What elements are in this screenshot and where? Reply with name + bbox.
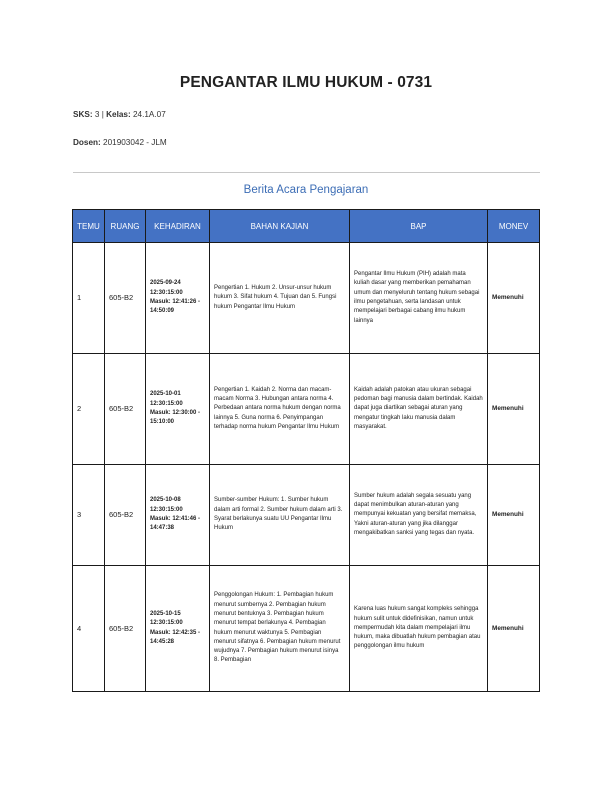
table-row [73, 243, 540, 354]
col-kehadiran: KEHADIRAN [146, 210, 210, 243]
cell-ruang: 605-B2 [105, 566, 146, 692]
table-row [73, 465, 540, 566]
table-row [73, 566, 540, 692]
cell-bap: Sumber hukum adalah segala sesuatu yang dapat menimbulkan aturan-aturan yang mempunyai kekuatan yang bersifat memaksa, Yakni aturan-aturan yang jika dilanggar mengakibatkan sanksi yang tegas dan nyata. [350, 465, 488, 566]
cell-kehadiran: 2025-10-15 12:30:15:00 Masuk: 12:42:35 - 14:45:28 [146, 566, 210, 692]
divider [73, 172, 540, 173]
dosen-label: Dosen: [73, 138, 101, 147]
course-meta [73, 110, 166, 119]
cell-temu: 3 [73, 465, 105, 566]
cell-temu: 1 [73, 243, 105, 354]
cell-ruang: 605-B2 [105, 243, 146, 354]
cell-bahan-kajian: Pengertian 1. Hukum 2. Unsur-unsur hukum hukum 3. Sifat hukum 4. Tujuan dan 5. Fungsi hukum Pengantar Ilmu Hukum [210, 243, 350, 354]
cell-bahan-kajian: Pengertian 1. Kaidah 2. Norma dan macam-macam Norma 3. Hubungan antara norma 4. Perbedaan antara norma hukum dengan norma lainnya 5. Guna norma 6. Penyimpangan terhadap norma hukum Pengantar Ilmu Hukum [210, 354, 350, 465]
dosen-value: 201903042 - JLM [103, 138, 167, 147]
cell-kehadiran: 2025-09-24 12:30:15:00 Masuk: 12:41:26 - 14:50:09 [146, 243, 210, 354]
kelas-label: Kelas: [106, 110, 131, 119]
kelas-value: 24.1A.07 [132, 110, 166, 119]
cell-bahan-kajian: Sumber-sumber Hukum: 1. Sumber hukum dalam arti formal 2. Sumber hukum dalam arti 3. Syarat berlakunya suatu UU Pengantar Ilmu Hukum [210, 465, 350, 566]
col-temu: TEMU [73, 210, 105, 243]
col-monev: MONEV [488, 210, 540, 243]
col-bap: BAP [350, 210, 488, 243]
meta-separator: | [101, 110, 104, 119]
sks-value: 3 [94, 110, 100, 119]
bap-table [72, 209, 540, 692]
section-title: Berita Acara Pengajaran [243, 184, 369, 196]
cell-ruang: 605-B2 [105, 465, 146, 566]
cell-temu: 2 [73, 354, 105, 465]
lecturer-meta [73, 138, 167, 147]
cell-monev: Memenuhi [488, 566, 540, 692]
cell-bap: Pengantar Ilmu Hukum (PIH) adalah mata kuliah dasar yang memberikan pemahaman umum dan menyeluruh tentang hukum sebagai ilmu pengetahuan, serta landasan untuk mempelajari berbagai cabang ilmu hukum lainnya [350, 243, 488, 354]
col-bahan-kajian: BAHAN KAJIAN [210, 210, 350, 243]
document-title: PENGANTAR ILMU HUKUM - 0731 [179, 74, 433, 91]
cell-temu: 4 [73, 566, 105, 692]
cell-bap: Kaidah adalah patokan atau ukuran sebagai pedoman bagi manusia dalam bertindak. Kaidah dapat juga diartikan sebagai aturan yang mengatur tingkah laku manusia dalam masyarakat. [350, 354, 488, 465]
cell-bahan-kajian [210, 566, 350, 692]
cell-monev: Memenuhi [488, 354, 540, 465]
cell-monev: Memenuhi [488, 465, 540, 566]
table-header-row [73, 210, 540, 243]
bahan-text: Penggolongan Hukum: 1. Pembagian hukum menurut sumbernya 2. Pembagian hukum menurut bentuknya 3. Pembagian hukum menurut tempat berlakunya 4. Pembagian hukum menurut waktunya 5. Pembagian menurut sifatnya 6. Pembagian hukum menurut wujudnya 7. Pembagian hukum menurut isinya 8. Pembagian [214, 592, 341, 664]
cell-ruang: 605-B2 [105, 354, 146, 465]
sks-label: SKS: [73, 110, 93, 119]
table-row [73, 354, 540, 465]
col-ruang: RUANG [105, 210, 146, 243]
cell-kehadiran: 2025-10-08 12:30:15:00 Masuk: 12:41:46 - 14:47:38 [146, 465, 210, 566]
cell-monev: Memenuhi [488, 243, 540, 354]
cell-kehadiran: 2025-10-01 12:30:15:00 Masuk: 12:30:00 - 15:10:00 [146, 354, 210, 465]
cell-bap: Karena luas hukum sangat kompleks sehingga hukum sulit untuk didefinisikan, namun untuk mempermudah kita dalam mempelajari ilmu hukum, maka dibuatlah hukum pembagian atau penggolongan ilmu hukum [350, 566, 488, 692]
